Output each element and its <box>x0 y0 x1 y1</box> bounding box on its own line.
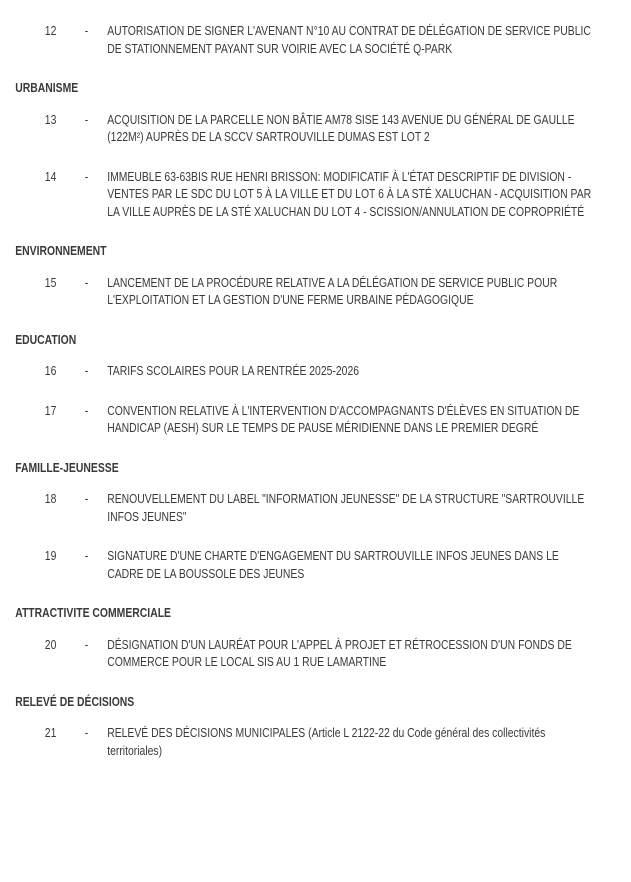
item-number: 14 <box>44 168 57 184</box>
section-heading: ATTRACTIVITE COMMERCIALE <box>15 605 172 620</box>
item-text-line: TARIFS SCOLAIRES POUR LA RENTRÉE 2025-2026 <box>107 363 360 378</box>
item-number: 16 <box>44 363 57 378</box>
item-text-line: L'EXPLOITATION ET LA GESTION D'UNE FERME URBAINE PÉDAGOGIQUE <box>107 292 474 307</box>
item-dash: - <box>84 548 89 563</box>
agenda-item <box>0 636 631 671</box>
item-text-line: RENOUVELLEMENT DU LABEL "INFORMATION JEUNESSE" DE LA STRUCTURE "SARTROUVILLE <box>107 491 585 506</box>
agenda-item <box>0 547 631 582</box>
item-text-line: INFOS JEUNES" <box>107 508 187 524</box>
section-items <box>0 636 631 671</box>
section-heading: RELEVÉ DE DÉCISIONS <box>15 693 135 709</box>
agenda-item <box>0 111 631 146</box>
item-text-line: LANCEMENT DE LA PROCÉDURE RELATIVE A LA DÉLÉGATION DE SERVICE PUBLIC POUR <box>107 274 558 290</box>
agenda-item <box>0 274 631 309</box>
agenda-section <box>0 79 631 220</box>
section-items <box>0 111 631 221</box>
item-number: 19 <box>44 548 57 563</box>
section-heading: EDUCATION <box>15 331 77 347</box>
item-dash: - <box>84 274 89 290</box>
item-text-line: DE STATIONNEMENT PAYANT SUR VOIRIE AVEC LA SOCIÉTÉ Q-PARK <box>107 40 453 56</box>
item-text-line: AUTORISATION DE SIGNER L'AVENANT N°10 AU CONTRAT DE DÉLÉGATION DE SERVICE PUBLIC <box>107 23 591 38</box>
item-dash: - <box>84 491 89 506</box>
agenda-section <box>0 331 631 437</box>
item-text-line: SIGNATURE D'UNE CHARTE D'ENGAGEMENT DU SARTROUVILLE INFOS JEUNES DANS LE <box>107 548 559 563</box>
item-dash: - <box>84 725 89 740</box>
agenda-section <box>0 242 631 309</box>
agenda-item <box>0 724 631 759</box>
item-text-line: COMMERCE POUR LE LOCAL SIS AU 1 RUE LAMARTINE <box>107 654 387 669</box>
item-text-line: IMMEUBLE 63-63BIS RUE HENRI BRISSON: MODIFICATIF À L'ÉTAT DESCRIPTIF DE DIVISION - <box>107 168 572 184</box>
item-text-line: LA VILLE AUPRÈS DE LA STÉ XALUCHAN DU LOT 4 - SCISSION/ANNULATION DE COPROPRIÉTÉ <box>107 203 585 219</box>
section-heading: FAMILLE-JEUNESSE <box>15 459 119 475</box>
item-text-line: CADRE DE LA BOUSSOLE DES JEUNES <box>107 565 305 581</box>
section-items <box>0 22 631 57</box>
item-dash: - <box>84 111 89 127</box>
item-text <box>107 636 572 671</box>
item-text <box>107 547 559 582</box>
item-text-line: RELEVÉ DES DÉCISIONS MUNICIPALES (Article L 2122-22 du Code général des collectivités <box>107 725 546 740</box>
item-number: 17 <box>44 402 57 418</box>
item-text-line: CONVENTION RELATIVE À L'INTERVENTION D'ACCOMPAGNANTS D'ÉLÈVES EN SITUATION DE <box>107 402 580 418</box>
item-text-line: VENTES PAR LE SDC DU LOT 5 À LA VILLE ET DU LOT 6 À LA STÉ XALUCHAN - ACQUISITION PAR <box>107 186 592 201</box>
item-number: 20 <box>44 636 57 652</box>
item-number: 18 <box>44 491 57 506</box>
agenda-section <box>0 22 631 57</box>
agenda-section <box>0 693 631 760</box>
agenda-section <box>0 459 631 583</box>
item-text <box>107 274 557 309</box>
item-dash: - <box>84 23 89 38</box>
item-text-line: territoriales) <box>107 742 163 758</box>
item-text-line: DÉSIGNATION D'UN LAURÉAT POUR L'APPEL À PROJET ET RÉTROCESSION D'UN FONDS DE <box>107 636 572 652</box>
item-text-line: (122M²) AUPRÈS DE LA SCCV SARTROUVILLE DUMAS EST LOT 2 <box>107 129 430 144</box>
item-text <box>107 22 591 57</box>
item-text <box>107 111 574 146</box>
section-heading: URBANISME <box>15 80 79 95</box>
item-number: 13 <box>44 111 57 127</box>
item-number: 12 <box>44 23 57 38</box>
section-items <box>0 274 631 309</box>
item-text-line: ACQUISITION DE LA PARCELLE NON BÂTIE AM78 SISE 143 AVENUE DU GÉNÉRAL DE GAULLE <box>107 111 575 127</box>
item-number: 21 <box>44 725 57 740</box>
item-text <box>107 402 579 437</box>
item-dash: - <box>84 168 89 184</box>
agenda-item <box>0 168 631 221</box>
agenda-section <box>0 604 631 671</box>
item-text <box>107 362 359 380</box>
agenda-item <box>0 362 631 380</box>
item-text <box>107 490 584 525</box>
section-items <box>0 490 631 582</box>
item-dash: - <box>84 636 89 652</box>
agenda-item <box>0 22 631 57</box>
item-text <box>107 724 545 759</box>
agenda-item <box>0 402 631 437</box>
agenda-item <box>0 490 631 525</box>
item-text-line: HANDICAP (AESH) SUR LE TEMPS DE PAUSE MÉRIDIENNE DANS LE PREMIER DEGRÉ <box>107 420 539 435</box>
item-dash: - <box>84 363 89 378</box>
item-text <box>107 168 591 221</box>
item-dash: - <box>84 402 89 418</box>
section-items <box>0 362 631 437</box>
section-heading: ENVIRONNEMENT <box>15 243 107 258</box>
item-number: 15 <box>44 274 57 290</box>
section-items <box>0 724 631 759</box>
